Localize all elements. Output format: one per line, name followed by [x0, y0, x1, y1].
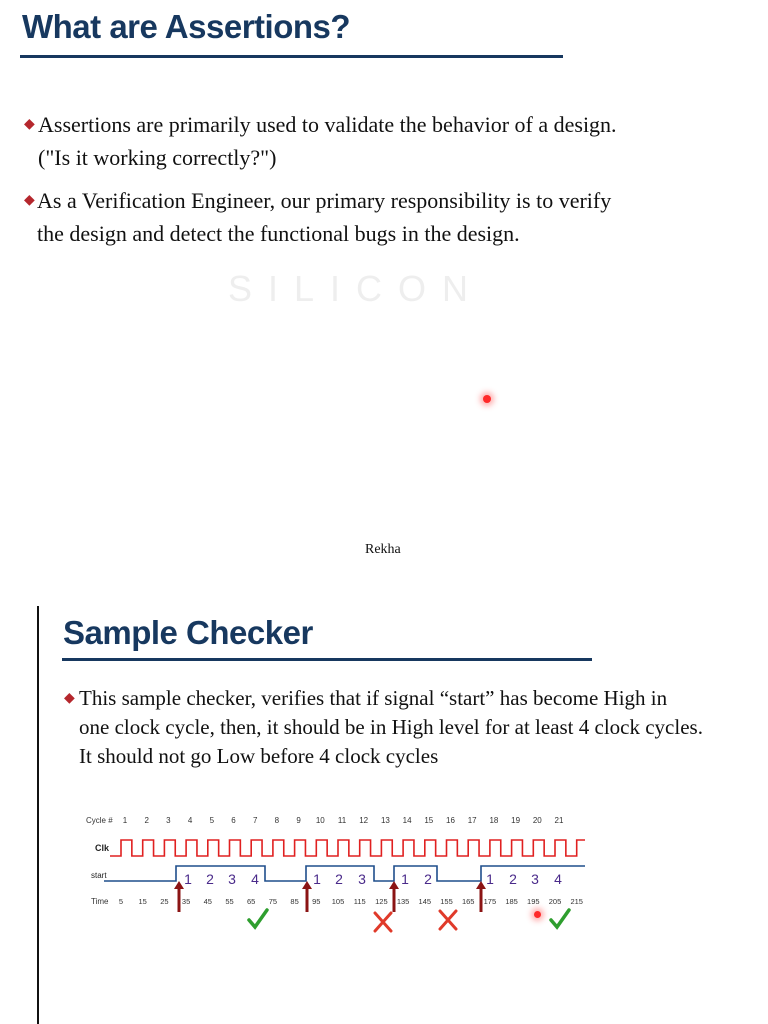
clk-row-label: Clk — [95, 843, 110, 853]
time-value: 75 — [268, 897, 278, 906]
time-value: 165 — [461, 897, 475, 906]
time-value: 145 — [418, 897, 432, 906]
author-label: Rekha — [365, 542, 401, 557]
bullet-diamond-icon: ◆ — [24, 193, 35, 208]
check-icon — [551, 910, 569, 927]
cycle-number: 19 — [511, 816, 521, 825]
count-label: 1 — [401, 871, 409, 887]
count-label: 4 — [554, 871, 562, 887]
time-value: 85 — [290, 897, 299, 906]
time-value: 155 — [440, 897, 453, 906]
bullet-line: ("Is it working correctly?") — [38, 145, 277, 170]
count-label: 3 — [228, 871, 236, 887]
count-label: 3 — [358, 871, 366, 887]
result-marks — [249, 910, 569, 931]
cycle-number: 16 — [446, 816, 455, 825]
cycle-number: 3 — [166, 816, 171, 825]
time-value: 175 — [483, 897, 497, 906]
up-arrow-head-icon — [476, 881, 486, 889]
cycle-number: 7 — [252, 816, 258, 825]
count-label: 2 — [335, 871, 343, 887]
cycle-number: 6 — [231, 816, 236, 825]
start-arrows — [174, 881, 486, 912]
count-label: 2 — [509, 871, 517, 887]
count-label: 1 — [486, 871, 494, 887]
time-values — [119, 897, 583, 906]
time-value: 5 — [118, 897, 124, 906]
clk-waveform — [110, 840, 585, 856]
cycle-number: 8 — [274, 816, 280, 825]
cycle-numbers — [123, 816, 564, 825]
time-value: 25 — [160, 897, 169, 906]
cycle-number: 10 — [315, 816, 325, 825]
time-value: 205 — [548, 897, 562, 906]
cycle-number: 1 — [122, 816, 128, 825]
count-label: 1 — [313, 871, 321, 887]
time-value: 115 — [353, 897, 366, 906]
bullet-line: the design and detect the functional bugs in the design. — [37, 221, 520, 246]
time-value: 65 — [247, 897, 256, 906]
count-label: 4 — [251, 871, 259, 887]
time-value: 35 — [181, 897, 191, 906]
bullet-line: As a Verification Engineer, our primary responsibility is to verify — [37, 188, 612, 213]
cycle-row-label: Cycle # — [86, 816, 113, 825]
cross-icon — [440, 911, 456, 929]
time-value: 45 — [203, 897, 212, 906]
cycle-number: 15 — [424, 816, 434, 825]
time-value: 55 — [225, 897, 234, 906]
cycle-number: 14 — [402, 816, 412, 825]
count-label: 2 — [206, 871, 214, 887]
time-value: 125 — [375, 897, 388, 906]
time-value: 105 — [331, 897, 345, 906]
cycle-number: 18 — [489, 816, 499, 825]
up-arrow-head-icon — [302, 881, 312, 889]
time-value: 185 — [505, 897, 518, 906]
bullet-diamond-icon: ◆ — [64, 691, 75, 706]
up-arrow-head-icon — [389, 881, 399, 889]
bullet-line: This sample checker, verifies that if signal “start” has become High in — [79, 686, 668, 710]
bullet-line: It should not go Low before 4 clock cycles — [79, 744, 439, 768]
time-value: 215 — [570, 897, 583, 906]
cycle-number: 11 — [337, 816, 347, 825]
up-arrow-head-icon — [174, 881, 184, 889]
slide-title-assertions: What are Assertions? — [22, 8, 351, 45]
cycle-number: 5 — [209, 816, 215, 825]
bullet-line: one clock cycle, then, it should be in High level for at least 4 clock cycles. — [79, 715, 703, 739]
bullet-line: Assertions are primarily used to validate the behavior of a design. — [38, 112, 617, 137]
count-label: 2 — [424, 871, 432, 887]
bullet-diamond-icon: ◆ — [24, 117, 35, 132]
cycle-number: 2 — [144, 816, 149, 825]
count-label: 3 — [531, 871, 539, 887]
time-value: 95 — [312, 897, 321, 906]
slide-title-sample-checker: Sample Checker — [63, 614, 313, 651]
watermark-text: SILICON — [228, 268, 485, 309]
high-count-labels — [184, 871, 562, 887]
cycle-number: 4 — [187, 816, 193, 825]
count-label: 1 — [184, 871, 192, 887]
cycle-number: 17 — [467, 816, 477, 825]
cycle-number: 20 — [532, 816, 542, 825]
cross-icon — [375, 913, 391, 931]
cycle-number: 21 — [554, 816, 564, 825]
cycle-number: 12 — [359, 816, 369, 825]
cycle-number: 9 — [296, 816, 301, 825]
cycle-number: 13 — [380, 816, 390, 825]
check-icon — [249, 910, 267, 927]
time-value: 15 — [138, 897, 147, 906]
cursor-pointer-dot — [534, 911, 541, 918]
time-row-label: Time — [91, 897, 109, 906]
time-value: 135 — [396, 897, 410, 906]
start-row-label: start — [91, 871, 107, 880]
time-value: 195 — [527, 897, 540, 906]
